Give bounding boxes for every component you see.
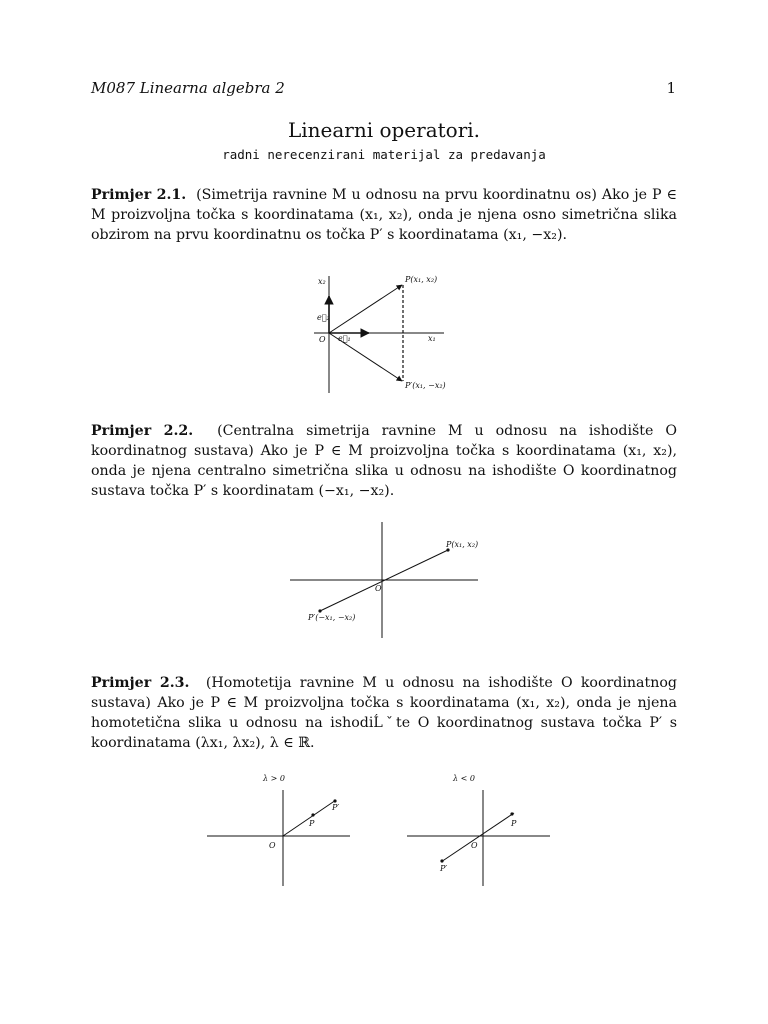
origin-label: O (471, 841, 478, 850)
figure-central-symmetry (288, 520, 483, 640)
point-p-label: P (511, 819, 517, 828)
point-p (510, 812, 513, 815)
point-p-prime-label: P′ (440, 864, 448, 873)
example-label: Primjer 2.3. (91, 675, 190, 691)
point-p-prime-label: P′(x₁, −x₂) (405, 381, 446, 390)
example-text: (Simetrija ravnine M u odnosu na prvu koordinatnu os) Ako je P ∈ M proizvoljna točka s koordinatama (x₁, x₂), onda je njena osno simetrična slika obzirom na prvu koordinatnu os točka P′ s koordinatama (x₁, −x₂). (91, 187, 677, 243)
figure-homothety-negative (405, 770, 555, 888)
figure-homothety-positive (205, 770, 355, 888)
example-text: (Homotetija ravnine M u odnosu na ishodište O koordinatnog sustava) Ako je P ∈ M proizvoljna točka s koordinatama (x₁, x₂), onda je njena homotetična slika u odnosu na ishodiĹˇte O koordinatnog sustava točka P′ s koordinatama (λx₁, λx₂), λ ∈ ℝ. (91, 675, 677, 751)
figure-axial-symmetry (314, 268, 454, 398)
document-subtitle: radni nerecenzirani materijal za predavanja (222, 147, 546, 162)
example-label: Primjer 2.2. (91, 423, 194, 439)
point-p-prime (440, 859, 443, 862)
line-through-origin (441, 813, 514, 862)
ray-through-p (283, 800, 336, 836)
origin-label: O (269, 841, 276, 850)
origin-label: O (319, 335, 326, 344)
origin-label: O (375, 584, 382, 593)
e2-label: e⃗₂ (317, 313, 330, 322)
point-p-label: P(x₁, x₂) (446, 540, 479, 549)
point-p-label: P (309, 819, 315, 828)
lambda-negative-caption: λ < 0 (453, 774, 475, 783)
example-label: Primjer 2.1. (91, 187, 187, 203)
point-p-label: P(x₁, x₂) (405, 275, 438, 284)
lambda-positive-caption: λ > 0 (263, 774, 285, 783)
point-p-prime-label: P′ (332, 803, 340, 812)
example-2-2 (91, 421, 677, 501)
x1-axis-label: x₁ (428, 334, 436, 343)
x2-axis-label: x₂ (318, 277, 326, 286)
example-text: (Centralna simetrija ravnine M u odnosu na ishodište O koordinatnog sustava) Ako je P ∈ M proizvoljna točka s koordinatama (x₁, x₂), onda je njena centralno simetrična slika u odnosu na ishodište O koordinatnog sustava točka P′ s koordinatam (−x₁, −x₂). (91, 423, 677, 499)
page-number: 1 (666, 79, 676, 97)
example-2-3 (91, 673, 677, 753)
example-2-1 (91, 185, 677, 245)
document-title: Linearni operatori. (287, 118, 481, 142)
e1-label: e⃗₁ (338, 334, 351, 343)
point-p-prime-label: P′(−x₁, −x₂) (308, 613, 356, 622)
running-header-course: M087 Linearna algebra 2 (91, 79, 285, 97)
point-p (311, 813, 314, 816)
vector-p (329, 285, 402, 333)
